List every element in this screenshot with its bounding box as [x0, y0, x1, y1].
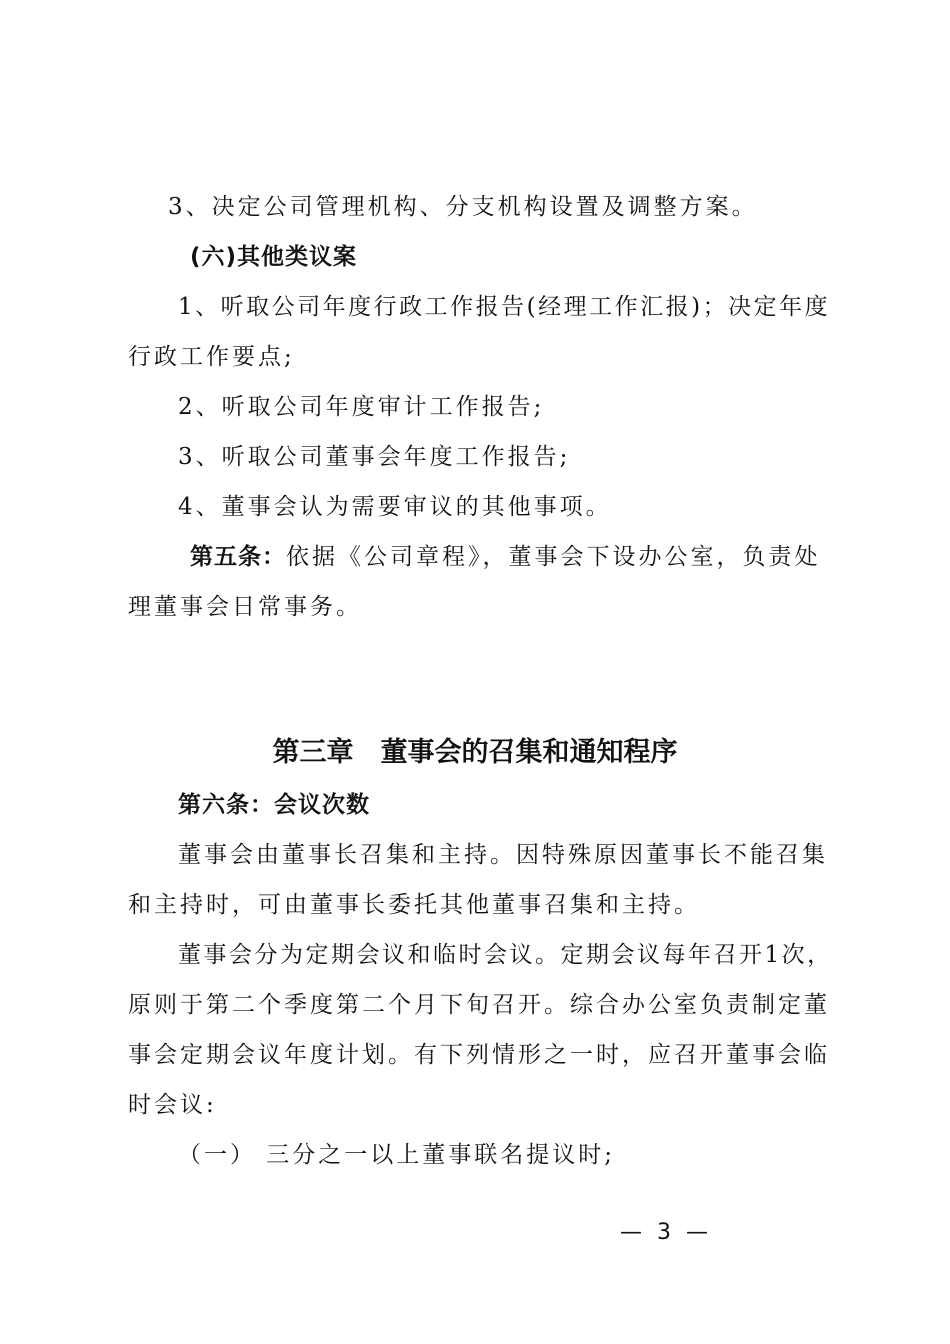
article-5-line-b: 理董事会日常事务。 [128, 594, 362, 620]
article-6-p2-b: 原则于第二个季度第二个月下旬召开。综合办公室负责制定董 [128, 992, 830, 1018]
item-3-line: 3、决定公司管理机构、分支机构设置及调整方案。 [168, 194, 758, 220]
item-2-line: 2、听取公司年度审计工作报告; [178, 394, 545, 420]
item-1-line-b: 行政工作要点; [128, 344, 295, 370]
article-6-case-1: （一） 三分之一以上董事联名提议时; [178, 1142, 616, 1168]
item-4-line: 4、董事会认为需要审议的其他事项。 [178, 494, 612, 520]
chapter-title: 第三章 董事会的召集和通知程序 [272, 737, 678, 768]
section-six-heading: (六)其他类议案 [190, 244, 358, 270]
article-6-p1-a: 董事会由董事长召集和主持。因特殊原因董事长不能召集 [178, 842, 828, 868]
article-5-label: 第五条： [190, 544, 286, 570]
article-6-heading: 第六条：会议次数 [178, 792, 370, 818]
page-number: — 3 — [620, 1220, 712, 1245]
article-6-p2-a: 董事会分为定期会议和临时会议。定期会议每年召开1次， [178, 942, 833, 968]
item-3-line-b: 3、听取公司董事会年度工作报告; [178, 444, 571, 470]
article-6-p1-b: 和主持时，可由董事长委托其他董事召集和主持。 [128, 892, 700, 918]
article-6-p2-c: 事会定期会议年度计划。有下列情形之一时，应召开董事会临 [128, 1042, 830, 1068]
article-6-p2-d: 时会议: [128, 1092, 217, 1118]
article-5-line-a [190, 542, 821, 572]
item-1-line-a: 1、听取公司年度行政工作报告(经理工作汇报)；决定年度 [178, 294, 831, 320]
article-5-text-a: 依据《公司章程》，董事会下设办公室，负责处 [286, 544, 821, 570]
